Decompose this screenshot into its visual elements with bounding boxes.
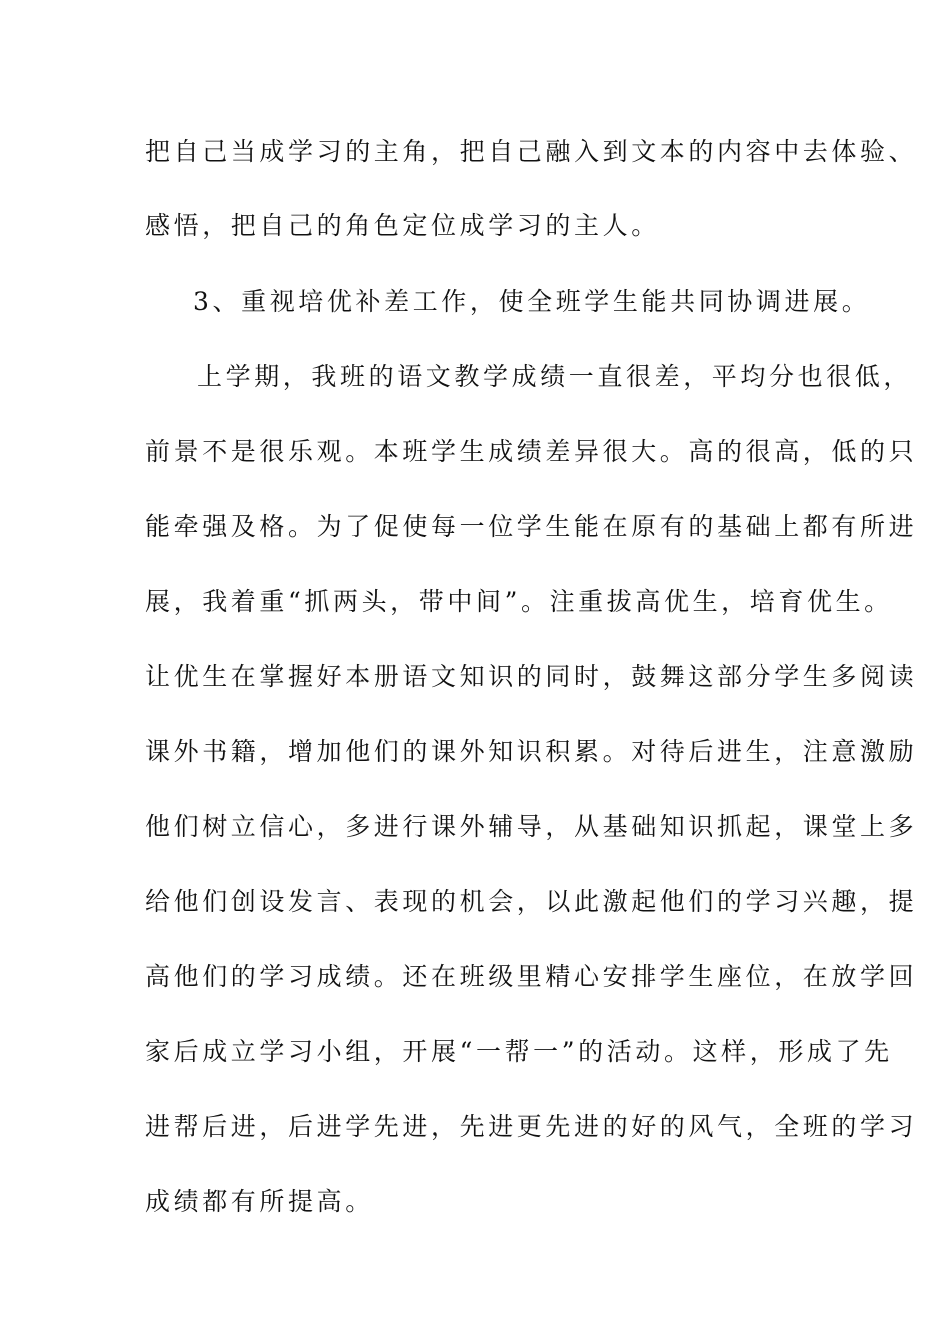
- text-line: 让优生在掌握好本册语文知识的同时，鼓舞这部分学生多阅读: [145, 662, 918, 691]
- text-line: 感悟，把自己的角色定位成学习的主人。: [145, 211, 660, 240]
- text-line: 前景不是很乐观。本班学生成绩差异很大。高的很高，低的只: [145, 437, 918, 466]
- section-heading: 3、重视培优补差工作，使全班学生能共同协调进展。: [193, 287, 871, 316]
- text-line: 上学期，我班的语文教学成绩一直很差，平均分也很低，: [197, 362, 913, 391]
- text-line: 家后成立学习小组，开展“一帮一”的活动。这样，形成了先: [145, 1037, 893, 1066]
- text-line: 课外书籍，增加他们的课外知识积累。对待后进生，注意激励: [145, 737, 918, 766]
- text-line: 能牵强及格。为了促使每一位学生能在原有的基础上都有所进: [145, 512, 918, 541]
- text-line: 给他们创设发言、表现的机会，以此激起他们的学习兴趣，提: [145, 887, 918, 916]
- text-line: 成绩都有所提高。: [145, 1187, 374, 1216]
- text-line: 把自己当成学习的主角，把自己融入到文本的内容中去体验、: [145, 137, 918, 166]
- text-line: 进帮后进，后进学先进，先进更先进的好的风气，全班的学习: [145, 1112, 918, 1141]
- text-line: 高他们的学习成绩。还在班级里精心安排学生座位，在放学回: [145, 962, 918, 991]
- text-line: 展，我着重“抓两头，带中间”。注重拔高优生，培育优生。: [145, 587, 893, 616]
- text-line: 他们树立信心，多进行课外辅导，从基础知识抓起，课堂上多: [145, 812, 918, 841]
